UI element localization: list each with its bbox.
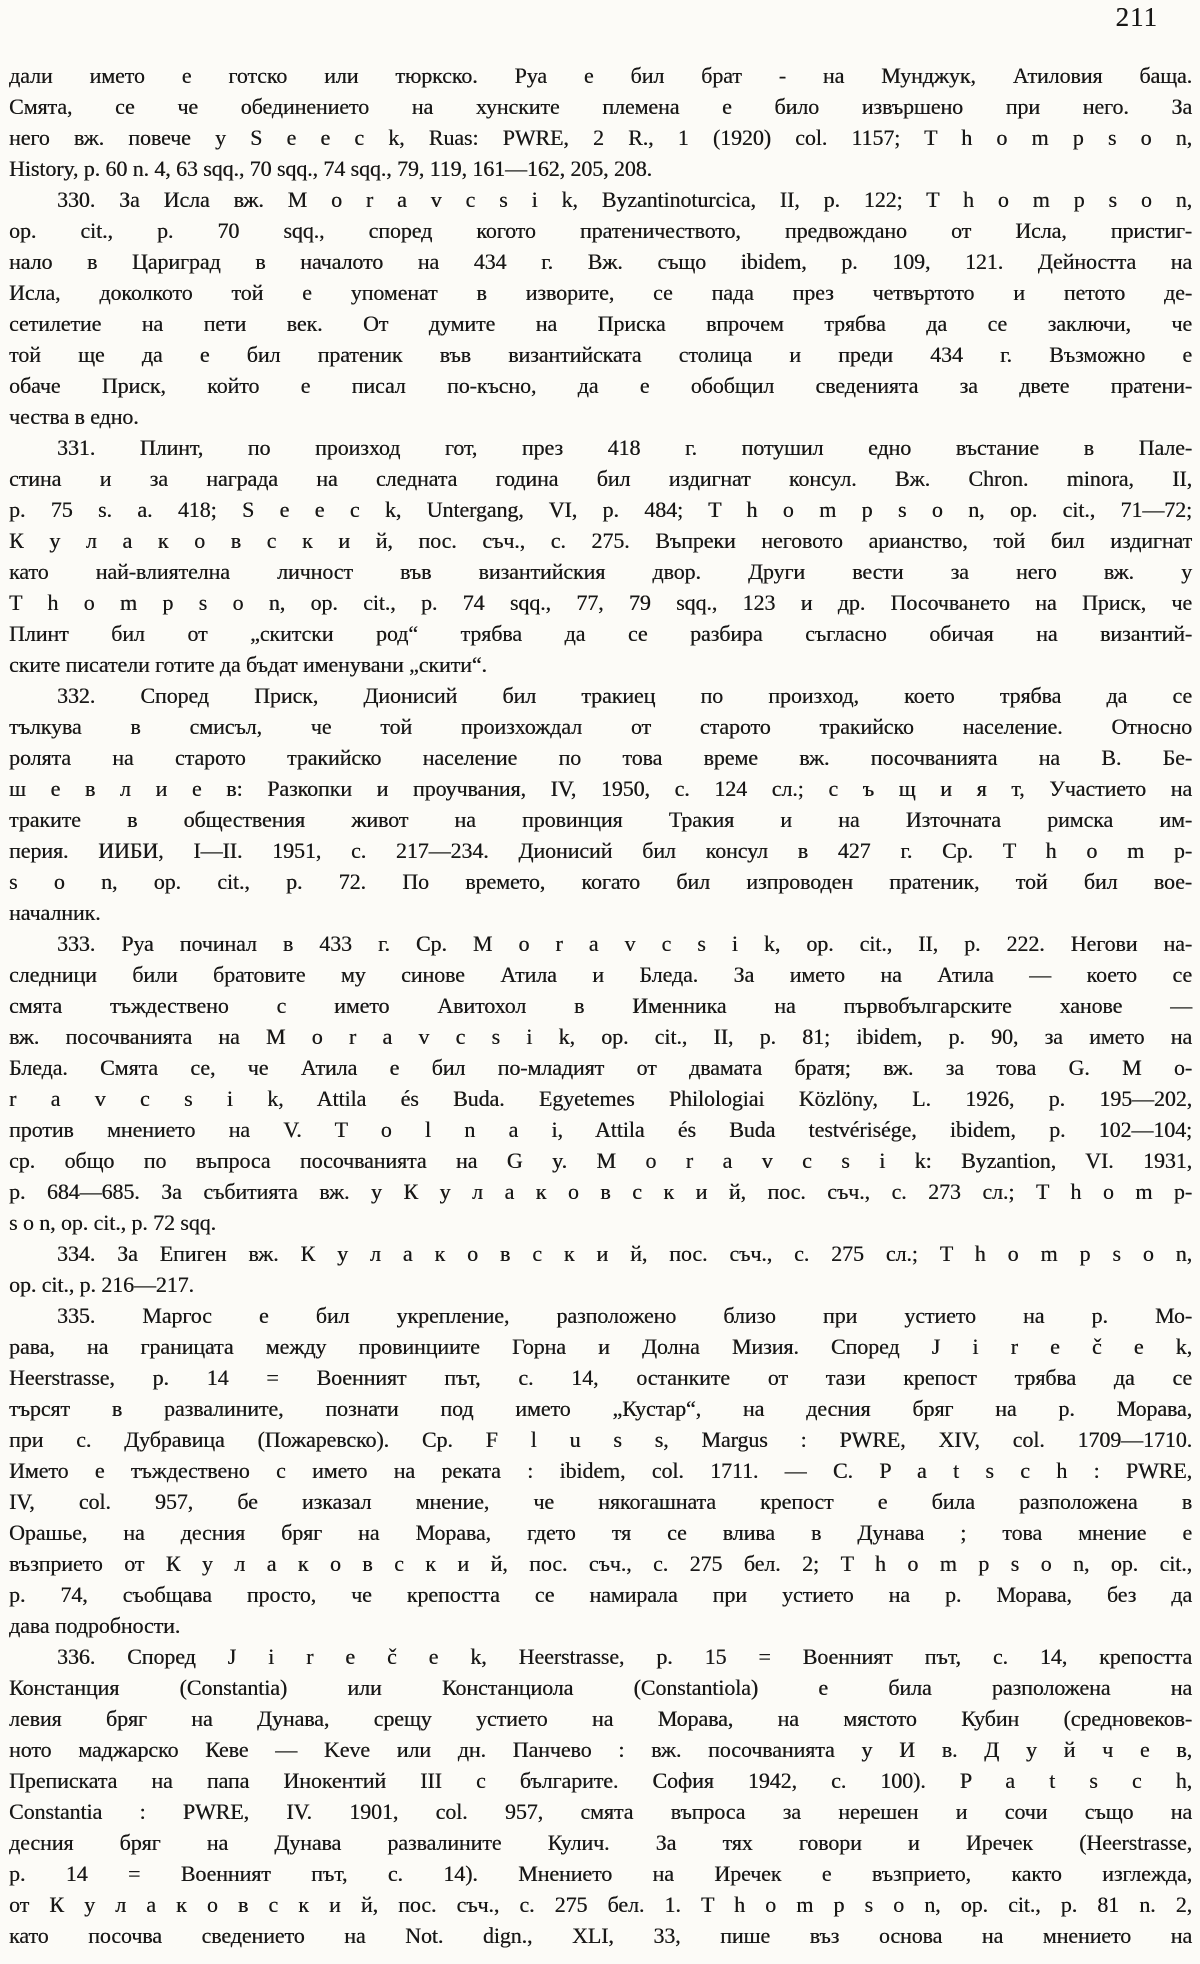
footnote-paragraph	[9, 1641, 1192, 1951]
text-line: 330. За Исла вж. M o r a v c s i k, Byzantinoturcica, II, p. 122; T h o m p s o n,	[57, 187, 1192, 212]
text-line: 333. Руа починал в 433 г. Ср. M o r a v c s i k, op. cit., II, p. 222. Негови на-	[57, 931, 1192, 956]
text-line: op. cit., p. 216—217.	[9, 1272, 194, 1297]
text-line: 331. Плинт, по произход гот, през 418 г. потушил едно въстание в Пале-	[57, 435, 1192, 460]
text-line: 336. Според J i r e č e k, Heerstrasse, p. 15 = Военният път, с. 14, крепостта	[57, 1644, 1192, 1669]
text-line: T h o m p s o n, op. cit., p. 74 sqq., 77, 79 sqq., 123 и др. Посочването на Приск, че	[9, 590, 1192, 615]
text-line: 332. Според Приск, Дионисий бил тракиец по произход, което трябва да се	[57, 683, 1192, 708]
text-line: търсят в развалините, познати под името „Кустар“, на десния бряг на р. Морава,	[9, 1396, 1192, 1421]
text-block	[9, 60, 1192, 1951]
text-line: дали името е готско или тюркско. Руа е бил брат - на Мунджук, Атиловия баща.	[9, 63, 1192, 88]
text-line: Констанция (Constantia) или Констанциола (Constantiola) е била разположена на	[9, 1675, 1192, 1700]
text-line: ш е в л и е в: Разкопки и проучвания, IV, 1950, с. 124 сл.; с ъ щ и я т, Участието на	[9, 776, 1192, 801]
footnote-paragraph	[9, 184, 1192, 432]
text-line: 334. За Епиген вж. К у л а к о в с к и й, пос. съч., с. 275 сл.; T h o m p s o n,	[57, 1241, 1192, 1266]
text-line: левия бряг на Дунава, срещу устието на Морава, на мястото Кубин (средновеков-	[9, 1706, 1192, 1731]
text-line: началник.	[9, 900, 101, 925]
page-number: 211	[1115, 2, 1158, 32]
text-line: обаче Приск, който е писал по-късно, да е обобщил сведенията за двете пратени-	[9, 373, 1192, 398]
text-line: IV, col. 957, бе изказал мнение, че някогашната крепост е била разположена в	[9, 1489, 1192, 1514]
text-line: против мнението на V. T o l n a i, Attila és Buda testvérisége, ibidem, p. 102—104;	[9, 1117, 1192, 1142]
text-line: Исла, доколкото той е упоменат в изворите, се пада през четвъртото и петото де-	[9, 280, 1192, 305]
text-line: ските писатели готите да бъдат именувани „скити“.	[9, 652, 487, 677]
text-line: Смята, се че обединението на хунските племена е било извършено при него. За	[9, 94, 1192, 119]
footnote-paragraph	[9, 928, 1192, 1238]
text-line: Heerstrasse, p. 14 = Военният път, с. 14, останките от тази крепост трябва да се	[9, 1365, 1192, 1390]
text-line: той ще да е бил пратеник във византийската столица и преди 434 г. Възможно е	[9, 342, 1192, 367]
text-line: Constantia : PWRE, IV. 1901, col. 957, смята въпроса за нерешен и сочи също на	[9, 1799, 1192, 1824]
text-line: p. 14 = Военният път, с. 14). Мнението на Иречек е възприето, както изглежда,	[9, 1861, 1192, 1886]
text-line: като посочва сведението на Not. dign., XLI, 33, пише въз основа на мнението на	[9, 1923, 1192, 1948]
text-line: дава подробности.	[9, 1613, 181, 1638]
footnote-paragraph	[9, 60, 1192, 184]
text-line: от К у л а к о в с к и й, пос. съч., с. 275 бел. 1. T h o m p s o n, op. cit., p. 81 n. 2,	[9, 1892, 1192, 1917]
text-line: сетилетие на пети век. От думите на Приска впрочем трябва да се заключи, че	[9, 311, 1192, 336]
text-line: него вж. повече у S e e c k, Ruas: PWRE, 2 R., 1 (1920) col. 1157; T h o m p s o n,	[9, 125, 1192, 150]
text-line: s o n, op. cit., p. 72 sqq.	[9, 1210, 216, 1235]
text-line: възприето от К у л а к о в с к и й, пос. съч., с. 275 бел. 2; T h o m p s o n, op. cit.,	[9, 1551, 1192, 1576]
text-line: чества в едно.	[9, 404, 139, 429]
text-line: Орашье, на десния бряг на Морава, гдето тя се влива в Дунава ; това мнение е	[9, 1520, 1192, 1545]
footnote-paragraph	[9, 1300, 1192, 1641]
footnote-paragraph	[9, 432, 1192, 680]
text-line: Бледа. Смята се, че Атила е бил по-младият от двамата братя; вж. за това G. M o-	[9, 1055, 1192, 1080]
text-line: p. 684—685. За събитията вж. у К у л а к о в с к и й, пос. съч., с. 273 сл.; T h o m p-	[9, 1179, 1192, 1204]
text-line: К у л а к о в с к и й, пос. съч., с. 275. Въпреки неговото арианство, той бил издигнат	[9, 528, 1192, 553]
footnote-paragraph	[9, 680, 1192, 928]
text-line: 335. Маргос е бил укрепление, разположено близо при устието на р. Мо-	[57, 1303, 1192, 1328]
text-line: Преписката на папа Инокентий III с българите. София 1942, с. 100). P a t s c h,	[9, 1768, 1192, 1793]
text-line: вж. посочванията на M o r a v c s i k, op. cit., II, p. 81; ibidem, p. 90, за името на	[9, 1024, 1192, 1049]
footnote-paragraph	[9, 1238, 1192, 1300]
text-line: ролята на старото тракийско население по това време вж. посочванията на В. Бе-	[9, 745, 1192, 770]
text-line: като най-влиятелна личност във византийския двор. Други вести за него вж. у	[9, 559, 1192, 584]
text-line: стина и за награда на следната година бил издигнат консул. Вж. Chron. minora, II,	[9, 466, 1192, 491]
text-line: нало в Цариград в началото на 434 г. Вж. също ibidem, p. 109, 121. Дейността на	[9, 249, 1192, 274]
text-line: следници били братовите му синове Атила и Бледа. За името на Атила — което се	[9, 962, 1192, 987]
text-line: History, p. 60 n. 4, 63 sqq., 70 sqq., 74 sqq., 79, 119, 161—162, 205, 208.	[9, 156, 652, 181]
text-line: траките в обществения живот на провинция Тракия и на Източната римска им-	[9, 807, 1192, 832]
text-line: рава, на границата между провинциите Горна и Долна Мизия. Според J i r e č e k,	[9, 1334, 1192, 1359]
text-line: десния бряг на Дунава развалините Кулич. За тях говори и Иречек (Heerstrasse,	[9, 1830, 1192, 1855]
text-line: p. 74, съобщава просто, че крепостта се намирала при устието на р. Морава, без да	[9, 1582, 1192, 1607]
text-line: op. cit., p. 70 sqq., според когото пратеничеството, предвождано от Исла, пристиг-	[9, 218, 1192, 243]
text-line: тълкува в смисъл, че той произхождал от старото тракийско население. Относно	[9, 714, 1192, 739]
text-line: смята тъждествено с името Авитохол в Именника на първобългарските ханове —	[9, 993, 1192, 1018]
text-line: ното маджарско Кеве — Keve или дн. Панчево : вж. посочванията у И в. Д у й ч е в,	[9, 1737, 1192, 1762]
text-line: при с. Дубравица (Пожаревско). Ср. F l u s s, Margus : PWRE, XIV, col. 1709—1710.	[9, 1427, 1192, 1452]
text-line: Името е тъждествено с името на реката : ibidem, col. 1711. — C. P a t s c h : PWRE,	[9, 1458, 1192, 1483]
text-line: r a v c s i k, Attila és Buda. Egyetemes Philologiai Közlöny, L. 1926, p. 195—202,	[9, 1086, 1192, 1111]
text-line: ср. общо по въпроса посочванията на G y. M o r a v c s i k: Byzantion, VI. 1931,	[9, 1148, 1192, 1173]
text-line: перия. ИИБИ, I—II. 1951, с. 217—234. Дионисий бил консул в 427 г. Ср. T h o m p-	[9, 838, 1192, 863]
text-line: p. 75 s. a. 418; S e e c k, Untergang, VI, p. 484; T h o m p s o n, op. cit., 71—72;	[9, 497, 1192, 522]
text-line: Плинт бил от „скитски род“ трябва да се разбира съгласно обичая на византий-	[9, 621, 1192, 646]
text-line: s o n, op. cit., p. 72. По времето, когато бил изпроводен пратеник, той бил вое-	[9, 869, 1192, 894]
